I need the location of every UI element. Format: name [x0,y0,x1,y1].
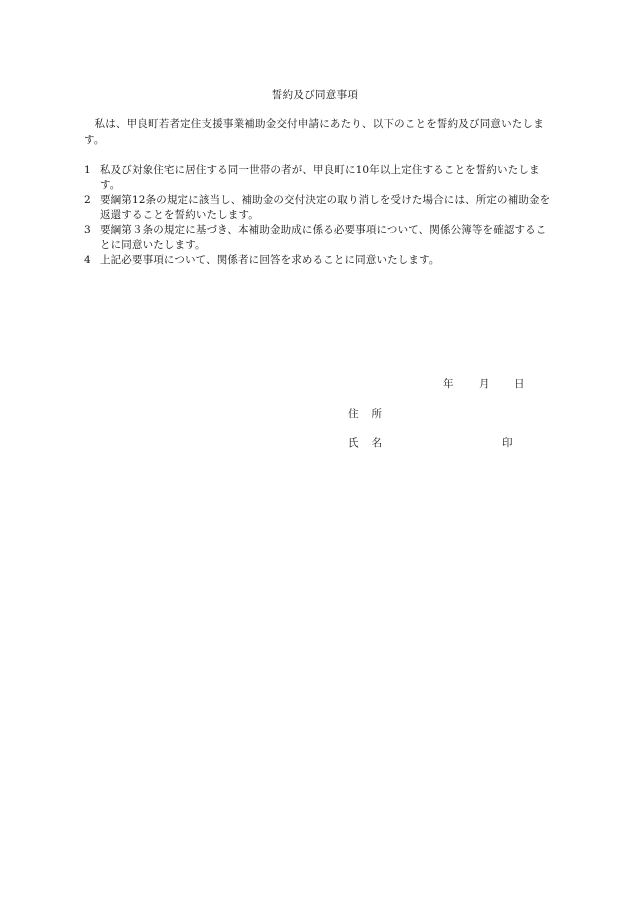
day-label: 日 [514,378,525,390]
pledge-text: 要綱第３条の規定に基づき、本補助金助成に係る必要事項について、関係公簿等を確認することに同意いたします。 [100,224,547,251]
intro-paragraph: 私は、甲良町若者定住支援事業補助金交付申請にあたり、以下のことを誓約及び同意いたします。 [84,118,544,146]
pledge-list [84,163,554,268]
pledge-item-4 [84,253,554,268]
pledge-item-2 [84,193,554,223]
address-line [348,406,548,422]
name-label: 氏名 [348,437,395,449]
pledge-number: 1 [84,164,91,176]
pledge-item-3 [84,223,554,253]
seal-mark: 印 [502,437,513,449]
pledge-item-1 [84,163,554,193]
document-title: 誓約及び同意事項 [271,89,359,101]
pledge-text: 要綱第12条の規定に該当し、補助金の交付決定の取り消しを受けた場合には、所定の補助金を返還することを誓約いたします。 [100,194,551,221]
pledge-number: 3 [84,224,91,236]
pledge-number: 2 [84,194,91,206]
pledge-text: 私及び対象住宅に居住する同一世帯の者が、甲良町に10年以上定住することを誓約いたします。 [100,164,540,191]
name-line [348,435,548,451]
date-line [443,376,533,392]
address-label: 住所 [348,408,395,420]
year-label: 年 [443,378,454,390]
pledge-text: 上記必要事項について、関係者に回答を求めることに同意いたします。 [100,254,440,266]
month-label: 月 [479,378,490,390]
pledge-number: 4 [84,254,91,266]
